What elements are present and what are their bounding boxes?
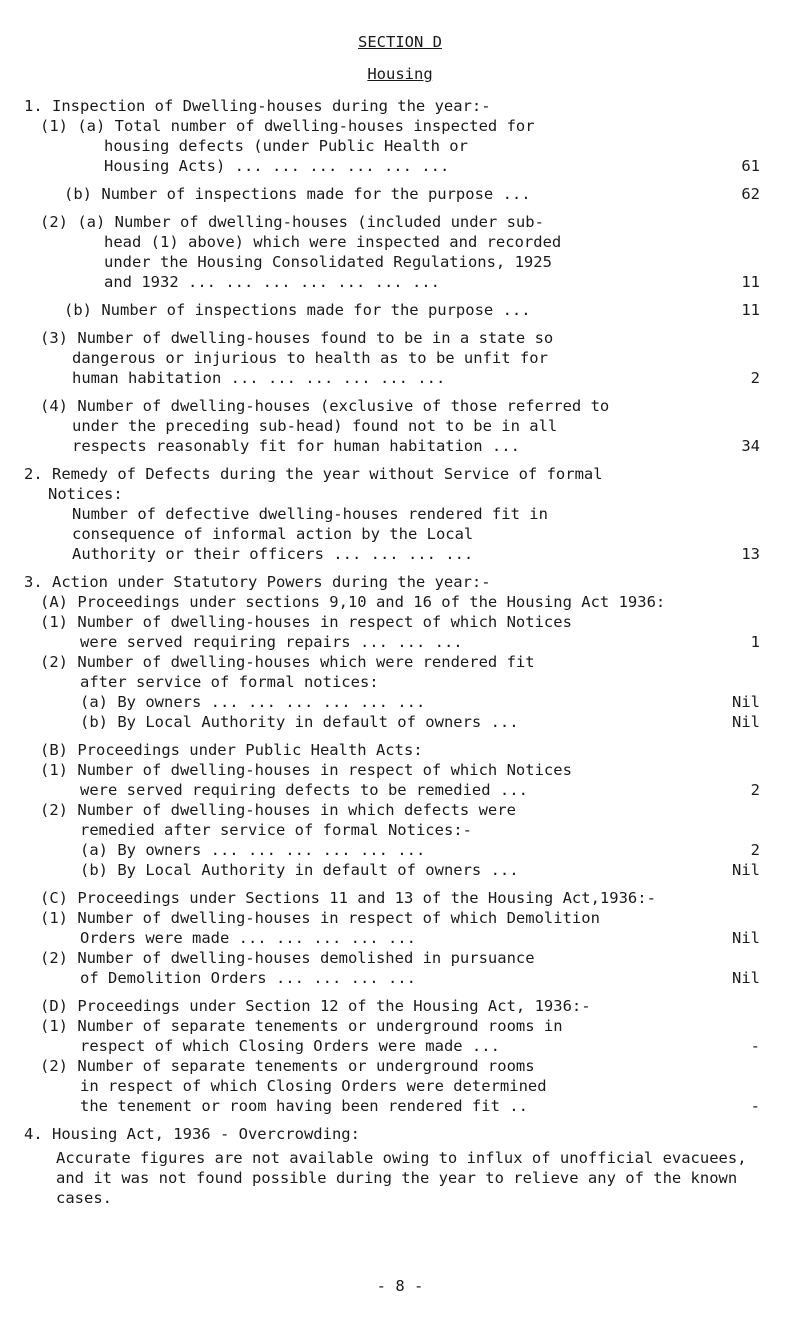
subsection-c-title: (C) Proceedings under Sections 11 and 13 of the Housing Act,1936:- [40,889,656,907]
item-a1-line: (1) Number of dwelling-houses in respect of which Notices [40,613,572,631]
item-a2-line: (2) Number of dwelling-houses which were rendered fit [40,653,535,671]
section-title: SECTION D [358,33,442,51]
section-2-remedy [0,464,760,564]
item-c2-value: Nil [732,969,760,987]
item-d2-line: the tenement or room having been rendered fit .. [80,1097,528,1115]
item-1b-value: 62 [741,185,760,203]
section-3-title: 3. Action under Statutory Powers during the year:- [24,573,491,591]
item-d1-value: - [750,1037,760,1055]
item-c2-line: of Demolition Orders ... ... ... ... [80,969,416,987]
item-b1-value: 2 [750,781,760,799]
subsection-d-title: (D) Proceedings under Section 12 of the Housing Act, 1936:- [40,997,591,1015]
item-a2a-value: Nil [732,693,760,711]
section-2-value: 13 [741,545,760,563]
subsection-a-title: (A) Proceedings under sections 9,10 and 16 of the Housing Act 1936: [40,593,666,611]
item-2a [0,212,760,292]
subsection-b-title: (B) Proceedings under Public Health Acts: [40,741,423,759]
item-2b-value: 11 [741,301,760,319]
section-2-line: Number of defective dwelling-houses rendered fit in [72,505,548,523]
section-4-text: Accurate figures are not available owing to influx of unofficial evacuees, and it was not found possible during the year to relieve any of the known cases. [56,1149,747,1207]
item-1a-line: housing defects (under Public Health or [104,137,468,155]
item-d2-line: in respect of which Closing Orders were determined [80,1077,547,1095]
section-2-title: 2. Remedy of Defects during the year without Service of formal [24,465,603,483]
item-b2b-value: Nil [732,861,760,879]
item-2a-value: 11 [741,273,760,291]
item-d2-line: (2) Number of separate tenements or underground rooms [40,1057,535,1075]
subsection-b [0,740,760,880]
item-a2-line: after service of formal notices: [80,673,379,691]
item-4 [0,396,760,456]
item-d1-line: respect of which Closing Orders were made ... [80,1037,500,1055]
item-4-line: under the preceding sub-head) found not to be in all [72,417,558,435]
item-a2b-line: (b) By Local Authority in default of owners ... [80,713,519,731]
section-2-line: Authority or their officers ... ... ... ... [72,545,474,563]
item-b1-line: (1) Number of dwelling-houses in respect of which Notices [40,761,572,779]
item-1a-line: (1) (a) Total number of dwelling-houses inspected for [40,117,535,135]
item-4-line: respects reasonably fit for human habitation ... [72,437,520,455]
section-1-title: 1. Inspection of Dwelling-houses during the year:- [24,97,491,115]
item-3-line: dangerous or injurious to health as to be unfit for [72,349,548,367]
item-d2-value: - [750,1097,760,1115]
item-a2b-value: Nil [732,713,760,731]
item-3-value: 2 [750,369,760,387]
item-b2-line: remedied after service of formal Notices:- [80,821,472,839]
section-4-overcrowding [0,1124,760,1208]
item-2a-line: (2) (a) Number of dwelling-houses (included under sub- [40,213,544,231]
item-4-value: 34 [741,437,760,455]
subsection-c [0,888,760,988]
item-2b [0,300,760,320]
item-c1-line: (1) Number of dwelling-houses in respect of which Demolition [40,909,600,927]
section-2-line: consequence of informal action by the Local [72,525,474,543]
item-3 [0,328,760,388]
item-b2-line: (2) Number of dwelling-houses in which defects were [40,801,516,819]
page-number: - 8 - [376,1277,424,1295]
item-3-line: (3) Number of dwelling-houses found to be in a state so [40,329,554,347]
item-1a-value: 61 [741,157,760,175]
item-1a-line: Housing Acts) ... ... ... ... ... ... [104,157,450,175]
item-2a-line: under the Housing Consolidated Regulations, 1925 [104,253,552,271]
section-1-inspection [0,96,760,176]
item-c2-line: (2) Number of dwelling-houses demolished in pursuance [40,949,535,967]
subsection-d [0,996,760,1116]
item-2b-line: (b) Number of inspections made for the purpose ... [64,301,531,319]
section-2-title: Notices: [48,485,123,503]
item-a1-line: were served requiring repairs ... ... ... [80,633,463,651]
item-b2b-line: (b) By Local Authority in default of owners ... [80,861,519,879]
item-4-line: (4) Number of dwelling-houses (exclusive of those referred to [40,397,610,415]
item-b2a-value: 2 [750,841,760,859]
section-3-statutory [0,572,760,732]
page-heading: Housing [367,65,433,83]
item-a1-value: 1 [750,633,760,651]
item-1b [0,184,760,204]
item-2a-line: head (1) above) which were inspected and recorded [104,233,562,251]
item-3-line: human habitation ... ... ... ... ... ... [72,369,446,387]
item-2a-line: and 1932 ... ... ... ... ... ... ... [104,273,440,291]
item-c1-value: Nil [732,929,760,947]
item-d1-line: (1) Number of separate tenements or underground rooms in [40,1017,563,1035]
item-c1-line: Orders were made ... ... ... ... ... [80,929,416,947]
item-1b-line: (b) Number of inspections made for the purpose ... [64,185,531,203]
item-b2a-line: (a) By owners ... ... ... ... ... ... [80,841,426,859]
item-b1-line: were served requiring defects to be remedied ... [80,781,528,799]
section-4-title: 4. Housing Act, 1936 - Overcrowding: [24,1125,360,1143]
item-a2a-line: (a) By owners ... ... ... ... ... ... [80,693,426,711]
